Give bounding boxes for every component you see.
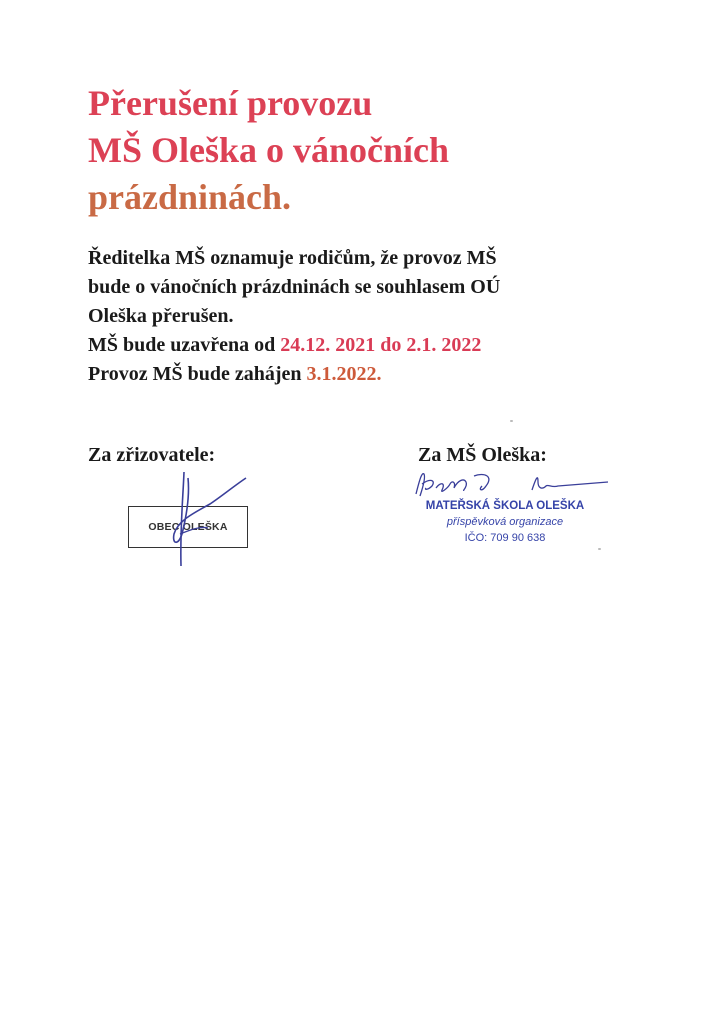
closure-dates-line — [88, 331, 608, 360]
director-signature-icon — [412, 468, 612, 502]
reopen-date-line — [88, 360, 608, 389]
school-signature-label: Za MŠ Oleška: — [418, 444, 547, 466]
founder-signature-icon — [150, 468, 260, 572]
school-stamp-name: MATEŘSKÁ ŠKOLA OLEŠKA — [425, 500, 585, 512]
notice-title — [88, 80, 449, 221]
school-stamp-type: příspěvková organizace — [446, 516, 564, 528]
reopen-date: 3.1.2022. — [306, 363, 382, 385]
title-line-3: prázdninách. — [88, 177, 292, 217]
scan-speck — [598, 548, 601, 550]
body-line-2: bude o vánočních prázdninách se souhlasem OÚ — [88, 276, 501, 298]
body-line-1: Ředitelka MŠ oznamuje rodičům, že provoz MŠ — [88, 247, 497, 269]
closure-dates: 24.12. 2021 do 2.1. 2022 — [280, 334, 482, 356]
notice-body — [88, 244, 608, 389]
scan-speck — [510, 420, 513, 422]
body-line-3: Oleška přerušen. — [88, 305, 234, 327]
title-line-2: MŠ Oleška o vánočních — [88, 130, 450, 170]
founder-signature-label: Za zřizovatele: — [88, 444, 216, 466]
title-line-1: Přerušení provozu — [88, 83, 373, 123]
municipality-stamp-text: OBEC OLEŠKA — [148, 521, 228, 533]
school-stamp — [420, 498, 590, 546]
closure-prefix: MŠ bude uzavřena od — [88, 334, 281, 356]
school-stamp-ico: IČO: 709 90 638 — [464, 532, 546, 544]
reopen-prefix: Provoz MŠ bude zahájen — [88, 363, 307, 385]
